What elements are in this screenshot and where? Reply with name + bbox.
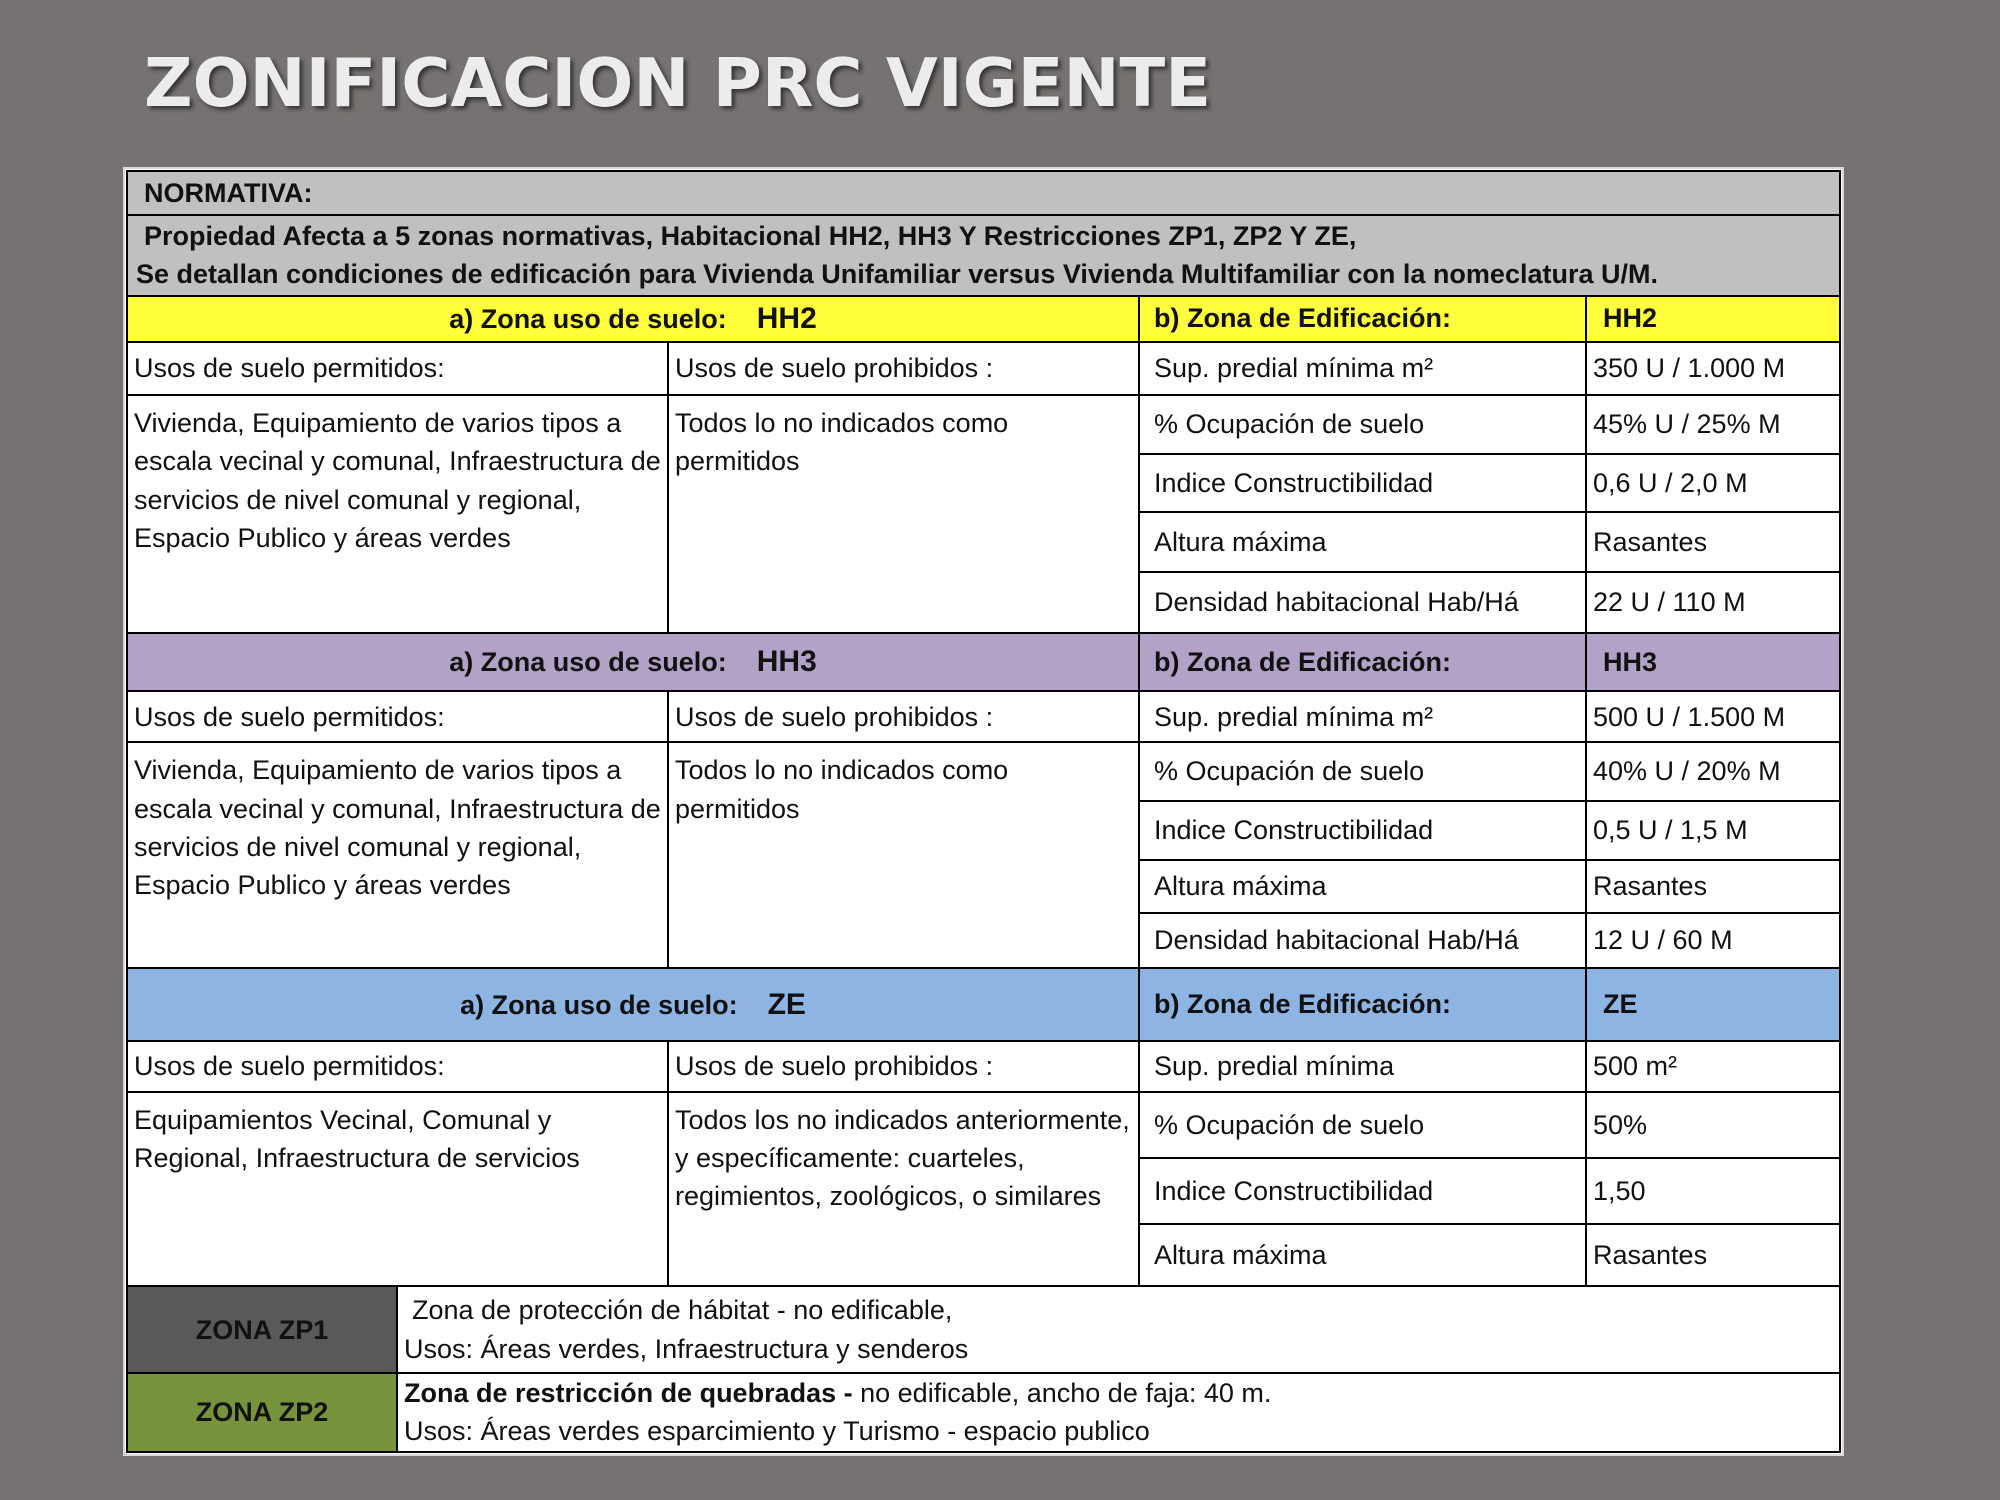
zone-ze-param-label: % Ocupación de suelo — [1139, 1092, 1586, 1158]
zone-hh2-param-value: 0,6 U / 2,0 M — [1586, 454, 1840, 512]
zone-hh2-param-label: Densidad habitacional Hab/Há — [1139, 572, 1586, 633]
zone-zp2-label: ZONA ZP2 — [127, 1373, 397, 1452]
zone-ze-edif-label: b) Zona de Edificación: — [1139, 968, 1586, 1040]
normativa-table — [126, 170, 1841, 1453]
zone-hh2-param-label: Indice Constructibilidad — [1139, 454, 1586, 512]
zone-hh3-param-label: % Ocupación de suelo — [1139, 742, 1586, 800]
zone-ze-permitidos-label: Usos de suelo permitidos: — [127, 1041, 668, 1092]
normativa-heading: NORMATIVA: — [127, 171, 1840, 215]
zone-hh2-edif-label: b) Zona de Edificación: — [1139, 296, 1586, 342]
zone-hh3-row-2 — [127, 742, 1840, 800]
zone-hh3-param-label: Densidad habitacional Hab/Há — [1139, 913, 1586, 968]
zone-hh3-header-row — [127, 633, 1840, 691]
zone-zp2-row — [127, 1373, 1840, 1452]
zone-hh2-param-label: % Ocupación de suelo — [1139, 395, 1586, 454]
zone-ze-prohibidos-text: Todos los no indicados anteriormente, y específicamente: cuarteles, regimientos, zoológicos, o similares — [668, 1092, 1139, 1287]
zone-ze-param-value: Rasantes — [1586, 1224, 1840, 1286]
zone-ze-param-value: 50% — [1586, 1092, 1840, 1158]
zone-ze-permitidos-text: Equipamientos Vecinal, Comunal y Regional, Infraestructura de servicios — [127, 1092, 668, 1287]
zone-hh3-param-value: 0,5 U / 1,5 M — [1586, 801, 1840, 860]
normativa-line1: Propiedad Afecta a 5 zonas normativas, Habitacional HH2, HH3 Y Restricciones ZP1, ZP2 Y ZE, — [144, 221, 1357, 251]
zone-hh2-permitidos-label: Usos de suelo permitidos: — [127, 342, 668, 395]
zone-hh2-row-2 — [127, 395, 1840, 454]
zone-hh3-prohibidos-text: Todos lo no indicados como permitidos — [668, 742, 1139, 968]
zone-hh3-param-label: Indice Constructibilidad — [1139, 801, 1586, 860]
zone-hh3-prohibidos-label: Usos de suelo prohibidos : — [668, 691, 1139, 742]
zone-hh3-row-1 — [127, 691, 1840, 742]
zone-hh3-param-label: Altura máxima — [1139, 860, 1586, 913]
zone-ze-code: ZE — [767, 987, 806, 1021]
zone-ze-edif-code: ZE — [1586, 968, 1840, 1040]
zone-hh2-prohibidos-text: Todos lo no indicados como permitidos — [668, 395, 1139, 633]
zone-zp1-line1: Zona de protección de hábitat - no edificable, — [412, 1295, 953, 1326]
zone-uso-label: a) Zona uso de suelo: — [449, 647, 727, 678]
zone-hh3-param-value: 40% U / 20% M — [1586, 742, 1840, 800]
zone-zp1-line2: Usos: Áreas verdes, Infraestructura y senderos — [404, 1333, 969, 1364]
zone-hh2-param-value: 45% U / 25% M — [1586, 395, 1840, 454]
zone-hh3-param-value: 12 U / 60 M — [1586, 913, 1840, 968]
zone-zp2-line2: Usos: Áreas verdes esparcimiento y Turismo - espacio publico — [404, 1416, 1150, 1447]
zone-hh2-param-label: Sup. predial mínima m² — [1139, 342, 1586, 395]
zone-hh2-uso-header — [127, 296, 1139, 342]
zone-hh2-row-1 — [127, 342, 1840, 395]
zone-hh2-param-value: 22 U / 110 M — [1586, 572, 1840, 633]
zone-ze-param-value: 500 m² — [1586, 1041, 1840, 1092]
zone-hh3-param-value: 500 U / 1.500 M — [1586, 691, 1840, 742]
normativa-line2: Se detallan condiciones de edificación para Vivienda Unifamiliar versus Vivienda Multifamiliar con la nomeclatura U/M. — [136, 259, 1658, 290]
zone-hh2-edif-code: HH2 — [1586, 296, 1840, 342]
zone-uso-label: a) Zona uso de suelo: — [460, 989, 738, 1020]
zone-hh2-param-value: 350 U / 1.000 M — [1586, 342, 1840, 395]
zone-zp1-label: ZONA ZP1 — [127, 1286, 397, 1372]
zone-hh3-permitidos-label: Usos de suelo permitidos: — [127, 691, 668, 742]
zone-hh2-prohibidos-label: Usos de suelo prohibidos : — [668, 342, 1139, 395]
zone-ze-row-2 — [127, 1092, 1840, 1158]
zone-ze-param-label: Indice Constructibilidad — [1139, 1158, 1586, 1224]
zone-zp2-line1-bold: Zona de restricción de quebradas - — [404, 1378, 853, 1409]
normativa-description — [127, 215, 1840, 295]
zone-ze-param-label: Sup. predial mínima — [1139, 1041, 1586, 1092]
slide-title: ZONIFICACION PRC VIGENTE — [144, 44, 1211, 122]
normativa-header-row — [127, 171, 1840, 215]
zone-ze-param-label: Altura máxima — [1139, 1224, 1586, 1286]
zone-hh2-permitidos-text: Vivienda, Equipamiento de varios tipos a escala vecinal y comunal, Infraestructura de servicios de nivel comunal y regional, Espacio Publico y áreas verdes — [127, 395, 668, 633]
zone-hh3-edif-code: HH3 — [1586, 633, 1840, 691]
zone-ze-param-value: 1,50 — [1586, 1158, 1840, 1224]
normativa-description-row — [127, 215, 1840, 295]
zone-zp1-row — [127, 1286, 1840, 1372]
zone-hh2-code: HH2 — [756, 301, 817, 335]
zone-zp1-description — [397, 1286, 1840, 1372]
zone-hh3-uso-header — [127, 633, 1139, 691]
zone-ze-prohibidos-label: Usos de suelo prohibidos : — [668, 1041, 1139, 1092]
zone-hh3-permitidos-text: Vivienda, Equipamiento de varios tipos a escala vecinal y comunal, Infraestructura de servicios de nivel comunal y regional, Espacio Publico y áreas verdes — [127, 742, 668, 968]
zone-zp2-line1 — [404, 1374, 1833, 1412]
zone-ze-uso-header — [127, 968, 1139, 1040]
zone-zp2-line1-rest: no edificable, ancho de faja: 40 m. — [852, 1378, 1272, 1409]
zone-hh3-param-value: Rasantes — [1586, 860, 1840, 913]
zone-hh3-code: HH3 — [756, 645, 817, 679]
zone-uso-label: a) Zona uso de suelo: — [449, 303, 727, 334]
zone-hh2-param-value: Rasantes — [1586, 512, 1840, 571]
zone-zp2-description — [397, 1373, 1840, 1452]
zone-ze-row-1 — [127, 1041, 1840, 1092]
zone-ze-header-row — [127, 968, 1840, 1040]
zone-hh3-param-label: Sup. predial mínima m² — [1139, 691, 1586, 742]
zone-hh2-param-label: Altura máxima — [1139, 512, 1586, 571]
zone-hh3-edif-label: b) Zona de Edificación: — [1139, 633, 1586, 691]
zone-hh2-header-row — [127, 296, 1840, 342]
